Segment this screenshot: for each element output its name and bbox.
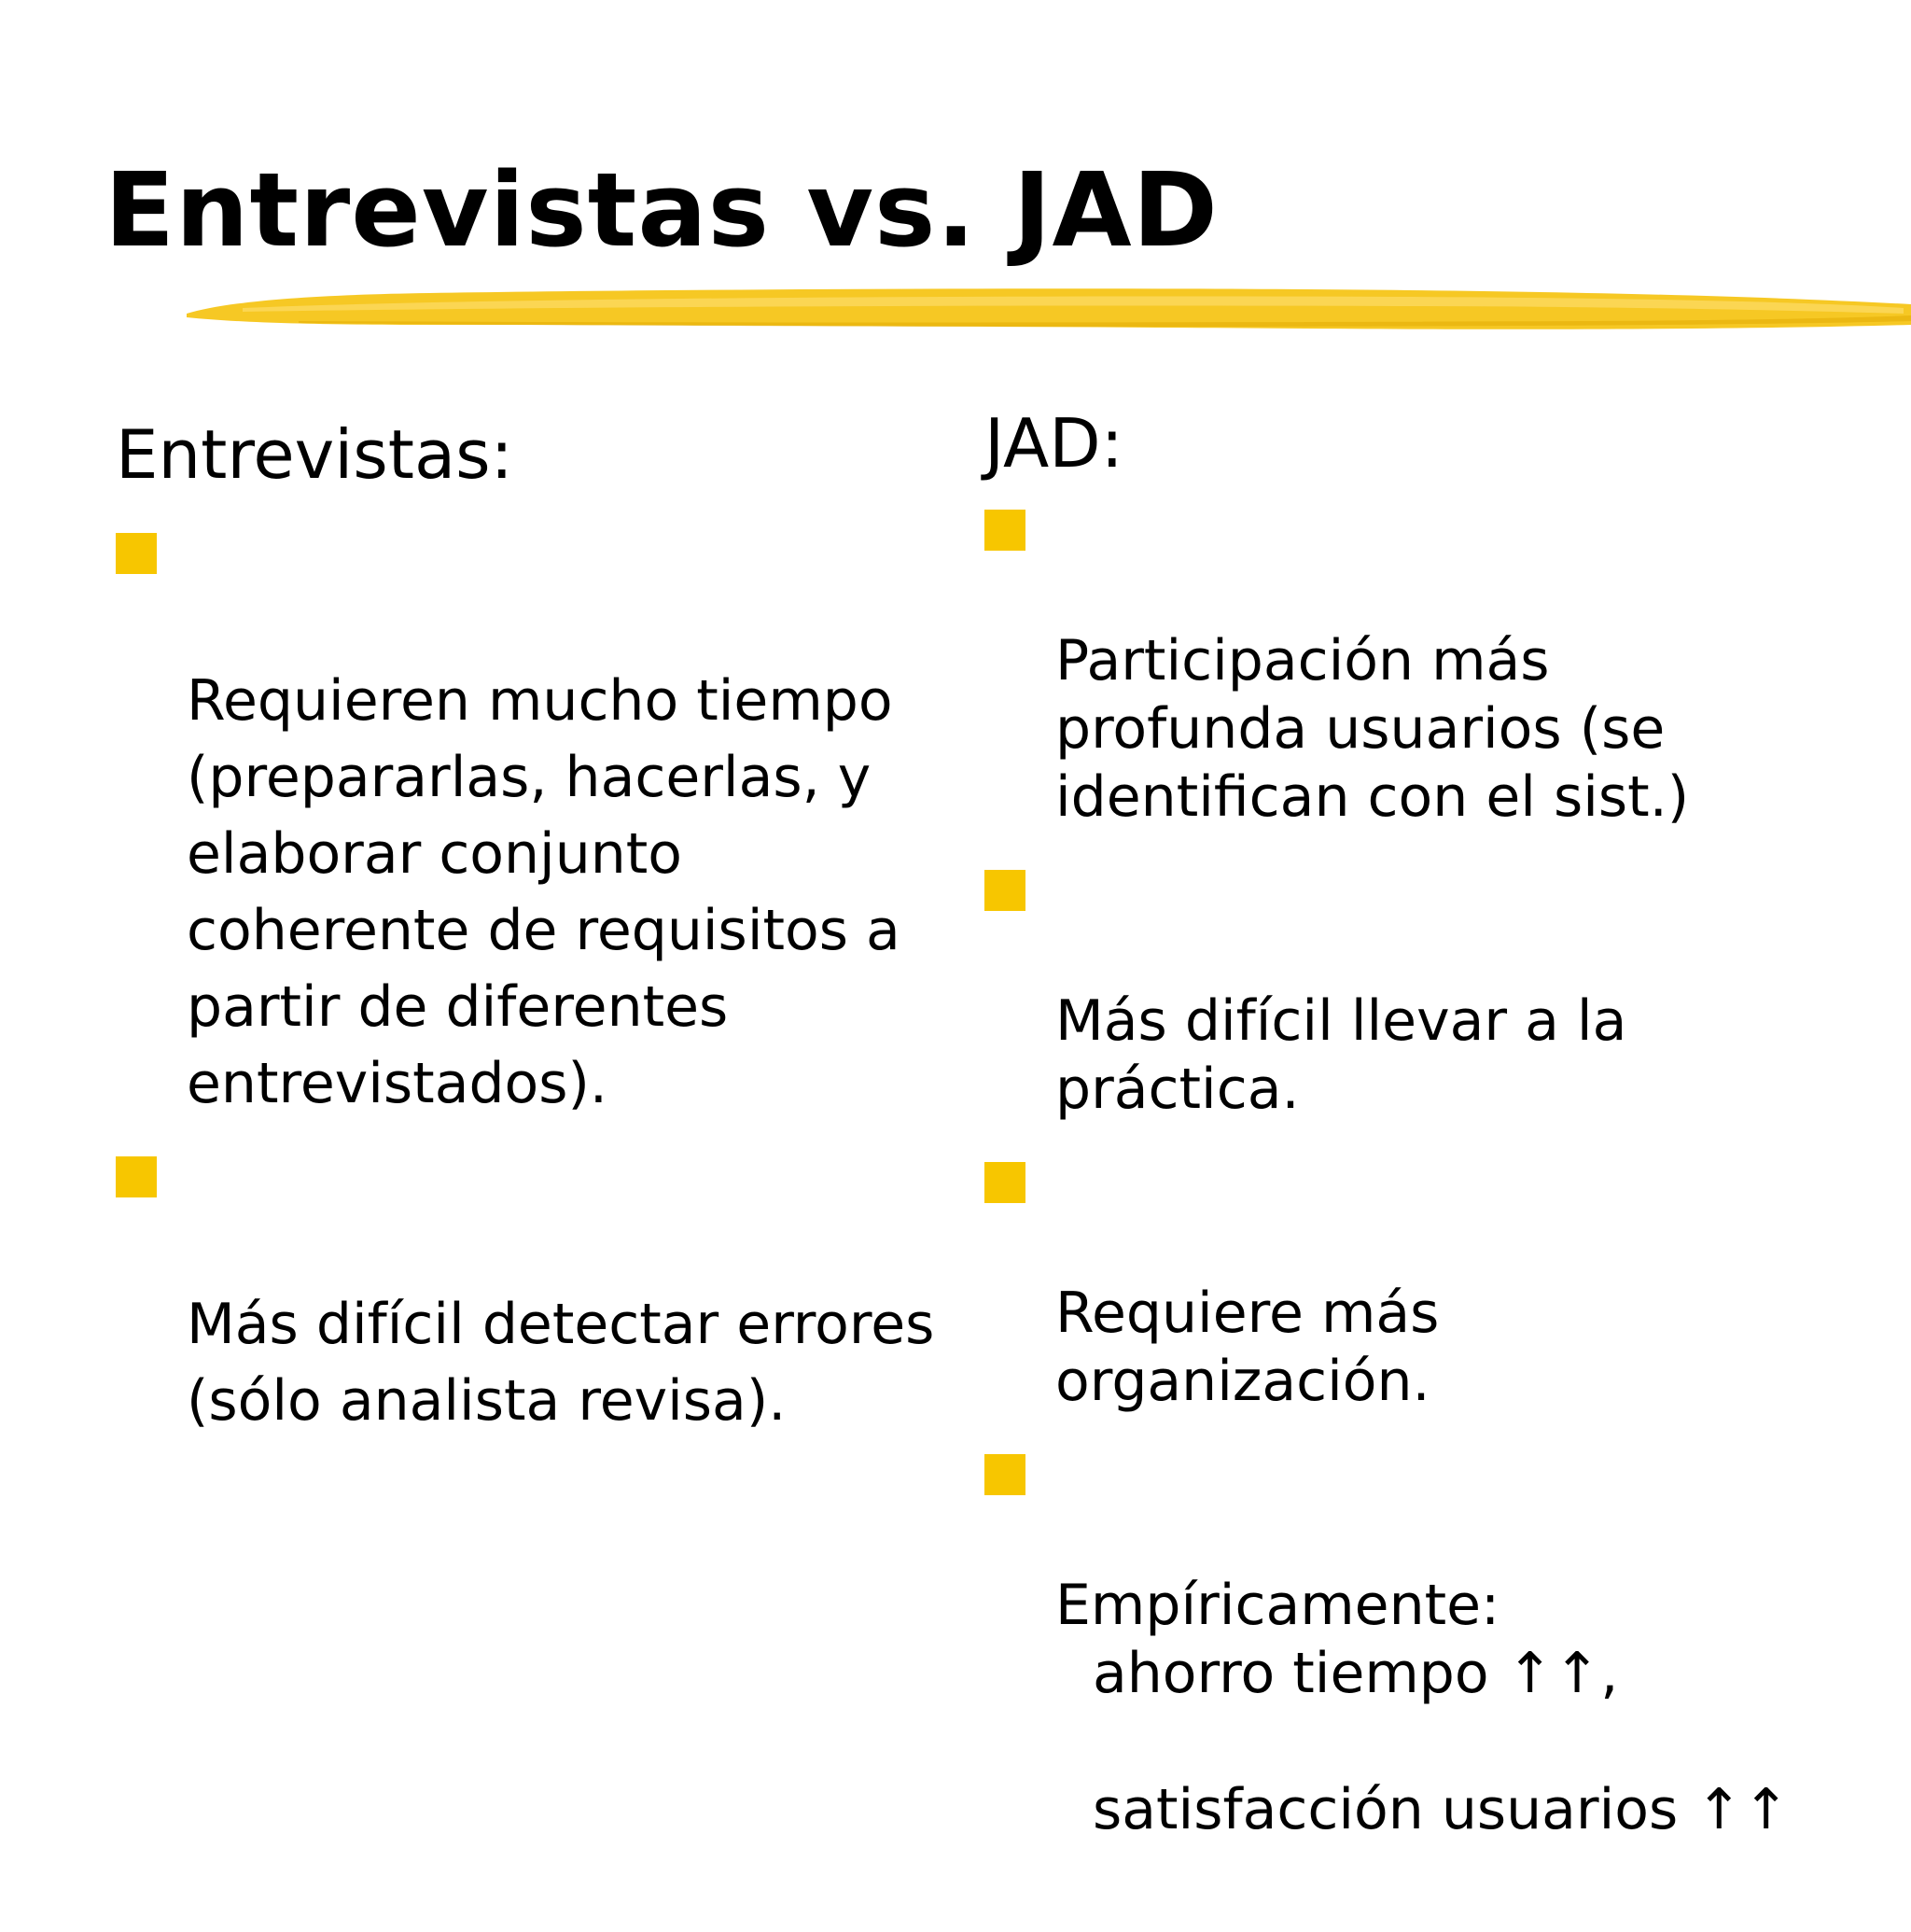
yellow-brush-stroke <box>187 280 1911 345</box>
square-bullet-icon <box>116 533 157 574</box>
square-bullet-icon <box>116 1156 157 1197</box>
left-bullet-list <box>116 510 956 1439</box>
list-item <box>984 1143 1871 1416</box>
slide-title: Entrevistas vs. JAD <box>105 150 1219 270</box>
list-item <box>116 1133 956 1439</box>
sub-line-time-savings: ahorro tiempo ↑↑, <box>1093 1641 1619 1706</box>
list-item-text: Requieren mucho tiempo (prepararlas, hacerlas, y elaborar conjunto coherente de requisitos a partir de diferentes entrevistados). <box>187 668 900 1116</box>
square-bullet-icon <box>984 870 1025 911</box>
list-item-text: Más difícil llevar a la práctica. <box>1055 988 1627 1122</box>
square-bullet-icon <box>984 510 1025 551</box>
list-item-text: Requiere más organización. <box>1055 1281 1440 1414</box>
list-item <box>984 851 1871 1124</box>
right-bullet-list <box>984 491 1871 1912</box>
list-item-text: Más difícil detectar errores (sólo analista revisa). <box>187 1292 935 1434</box>
left-column-heading: Entrevistas: <box>116 415 513 494</box>
sub-line-user-satisfaction: satisfacción usuarios ↑↑ <box>1093 1777 1790 1842</box>
list-item <box>984 491 1871 832</box>
list-item-text: Empíricamente: <box>1055 1573 1500 1638</box>
list-item <box>984 1435 1871 1912</box>
list-item-text: Participación más profunda usuarios (se identifican con el sist.) <box>1055 628 1690 830</box>
right-column-heading: JAD: <box>984 404 1123 483</box>
right-column <box>984 401 1871 1932</box>
list-item <box>116 510 956 1122</box>
left-column <box>116 413 956 1450</box>
square-bullet-icon <box>984 1162 1025 1203</box>
square-bullet-icon <box>984 1454 1025 1495</box>
